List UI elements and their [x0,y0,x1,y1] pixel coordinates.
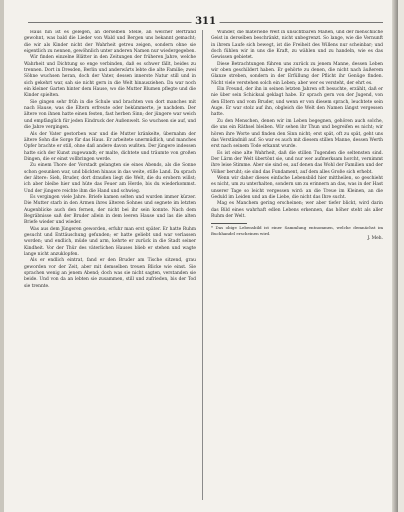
paragraph: Es vergingen viele Jahre. Briefe kamen selten und wurden immer kürzer. Die Mutter starb in den Armen ihres älteren Sohnes und segnete im letzten Augenblicke auch den fernen, der nicht bei ihr sein konnte. Nach dem Begräbnisse saß der Bruder allein in dem leeren Hause und las die alten Briefe wieder und wieder. [24,194,196,226]
paragraph: Zu den Menschen, denen wir im Leben begegnen, gehören auch solche, die uns ein Räthsel bleiben. Wir sehen ihr Thun und begreifen es nicht; wir hören ihre Worte und finden den Sinn nicht; erst spät, oft zu spät, geht uns das Verständniß auf. So war es auch mit diesem stillen Manne, dessen Werth erst nach seinem Tode erkannt wurde. [211,118,383,150]
paragraph: Was aus dem Jüngeren geworden, erfuhr man erst später. Er hatte Ruhm gesucht und Enttäuschung gefunden; er hatte geliebt und war verlassen worden; und endlich, müde und arm, kehrte er zurück in die Stadt seiner Kindheit. Vor der Thür des väterlichen Hauses blieb er stehen und wagte lange nicht anzuklopfen. [24,226,196,258]
page-number: 311 [191,16,220,28]
paragraph: Haus hin ist es gelegen, an derselben Stelle, an welcher Bertrand gewohnt, was bald die Lieder von Wald und Bergen uns bekannt gemacht; die wir als Kinder nicht der Wahrheit getreu zeigen, sondern ohne sie eigentlich zu nennen, gewöhnlich unter anderen Namen nur wiedergegeben. [24,30,196,55]
paragraph: Diese Betrachtungen führen uns zurück zu jenem Manne, dessen Leben wir oben geschildert haben. Er gehörte zu denen, die nicht nach äußerem Glanze streben, sondern in der Erfüllung der Pflicht ihr Genüge finden. Nicht viele verstehen solch ein Leben; aber wer es versteht, der ehrt es. [211,61,383,86]
book-page [4,0,398,512]
left-column [24,30,196,500]
paragraph: Als er endlich eintrat, fand er den Bruder am Tische sitzend, grau geworden vor der Zeit, aber mit demselben treuen Blicke wie einst. Sie sprachen wenig an jenem Abend; doch was sie nicht sagten, verstanden sie beide. Und von da an lebten sie zusammen, still und zufrieden, bis der Tod sie trennte. [24,258,196,289]
paragraph: Es ist eine alte Wahrheit, daß die stillen Tugenden die seltensten sind. Der Lärm der Welt übertönt sie, und nur wer aufmerksam horcht, vernimmt ihre leise Stimme. Aber sie sind es, auf denen das Wohl der Familien und der Völker beruht; sie sind das Fundament, auf dem alles Große sich erhebt. [211,150,383,175]
column-divider [202,30,203,500]
paragraph: Wunder, die materielle Welt in unsichtbaren Maßen, und der menschliche Geist in derselben beschränkt, nicht unbegrenzt. So lange, wie die Vernunft in ihrem Laufe sich bewegt, ist die Freiheit des Willens nur scheinbar; und doch fühlen wir in uns die Kraft, zu wählen und zu handeln, wie es das Gewissen gebietet. [211,30,383,61]
paragraph: Zu einem Thore der Vorstadt gelangten sie eines Abends, als die Sonne schon gesunken war, und blickten hinaus in das weite, stille Land. Da sprach der ältere: Sieh, Bruder, dort draußen liegt die Welt, die du erobern willst; ich aber bleibe hier und hüte das Feuer am Herde, bis du wiederkommst. Und der jüngere reichte ihm die Hand und schwieg. [24,163,196,194]
page-edge [392,0,398,512]
paragraph: Wenn wir daher dieses einfache Lebensbild hier mittheilen, so geschieht es nicht, um zu unterhalten, sondern um zu erinnern an das, was in der Hast unserer Tage so leicht vergessen wird: an die Treue im Kleinen, an die Geduld im Leiden und an die Liebe, die nicht das Ihre sucht. [211,175,383,200]
paragraph: Als der Vater gestorben war und die Mutter kränkelte, übernahm der ältere Sohn die Sorge für das Haus. Er arbeitete unermüdlich, und manches Opfer brachte er still, ohne daß andere davon wußten. Der jüngere indessen hatte sich der Kunst zugewandt; er malte, dichtete und träumte von großen Dingen, die er einst vollbringen werde. [24,131,196,162]
paragraph: Wir finden einzelne Blätter in den Zeitungen der früheren Jahre, welche Wahrheit und Dichtung so enge verbinden, daß es schwer fällt, beides zu trennen. Dort in Dresden, Berlin und anderwärts lebte die alte Familie; zwei Söhne wuchsen heran, doch der Vater, dessen innerste Natur still und in sich gekehrt war, sah sie nicht gern in die Welt hinausziehen. Da war noch ein kleiner Garten hinter dem Hause, wo die Mutter Blumen pflegte und die Kinder spielten. [24,55,196,99]
paragraph: Ein Freund, der ihn in seinen letzten Jahren oft besuchte, erzählt, daß er nie über sein Schicksal geklagt habe. Er sprach gern von der Jugend, von den Eltern und vom Bruder, und wenn er von diesem sprach, leuchtete sein Auge. Er war stolz auf ihn, obgleich die Welt den Namen längst vergessen hatte. [211,87,383,118]
right-column [211,30,383,500]
paragraph: Mag es Manchem gering erscheinen; wer aber tiefer blickt, wird darin das Bild eines wahrhaft edlen Lebens erkennen, das höher steht als aller Ruhm der Welt. [211,201,383,219]
page-header [28,16,383,28]
paragraph: Sie gingen sehr früh in die Schule und brachten von dort manches mit nach Hause, was die Eltern erfreute oder bekümmerte, je nachdem. Der ältere von ihnen hatte einen festen, fast herben Sinn; der jüngere war weich und empfänglich für jeden Eindruck der Außenwelt. So wuchsen sie auf, und die Jahre vergingen. [24,99,196,131]
footnote: * Das obige Lebensbild ist einer Sammlung entnommen, welche demnächst im Buchhandel erscheinen wird. [211,225,383,236]
footnote-rule [211,223,247,224]
signature: J. Meh. [367,236,383,242]
